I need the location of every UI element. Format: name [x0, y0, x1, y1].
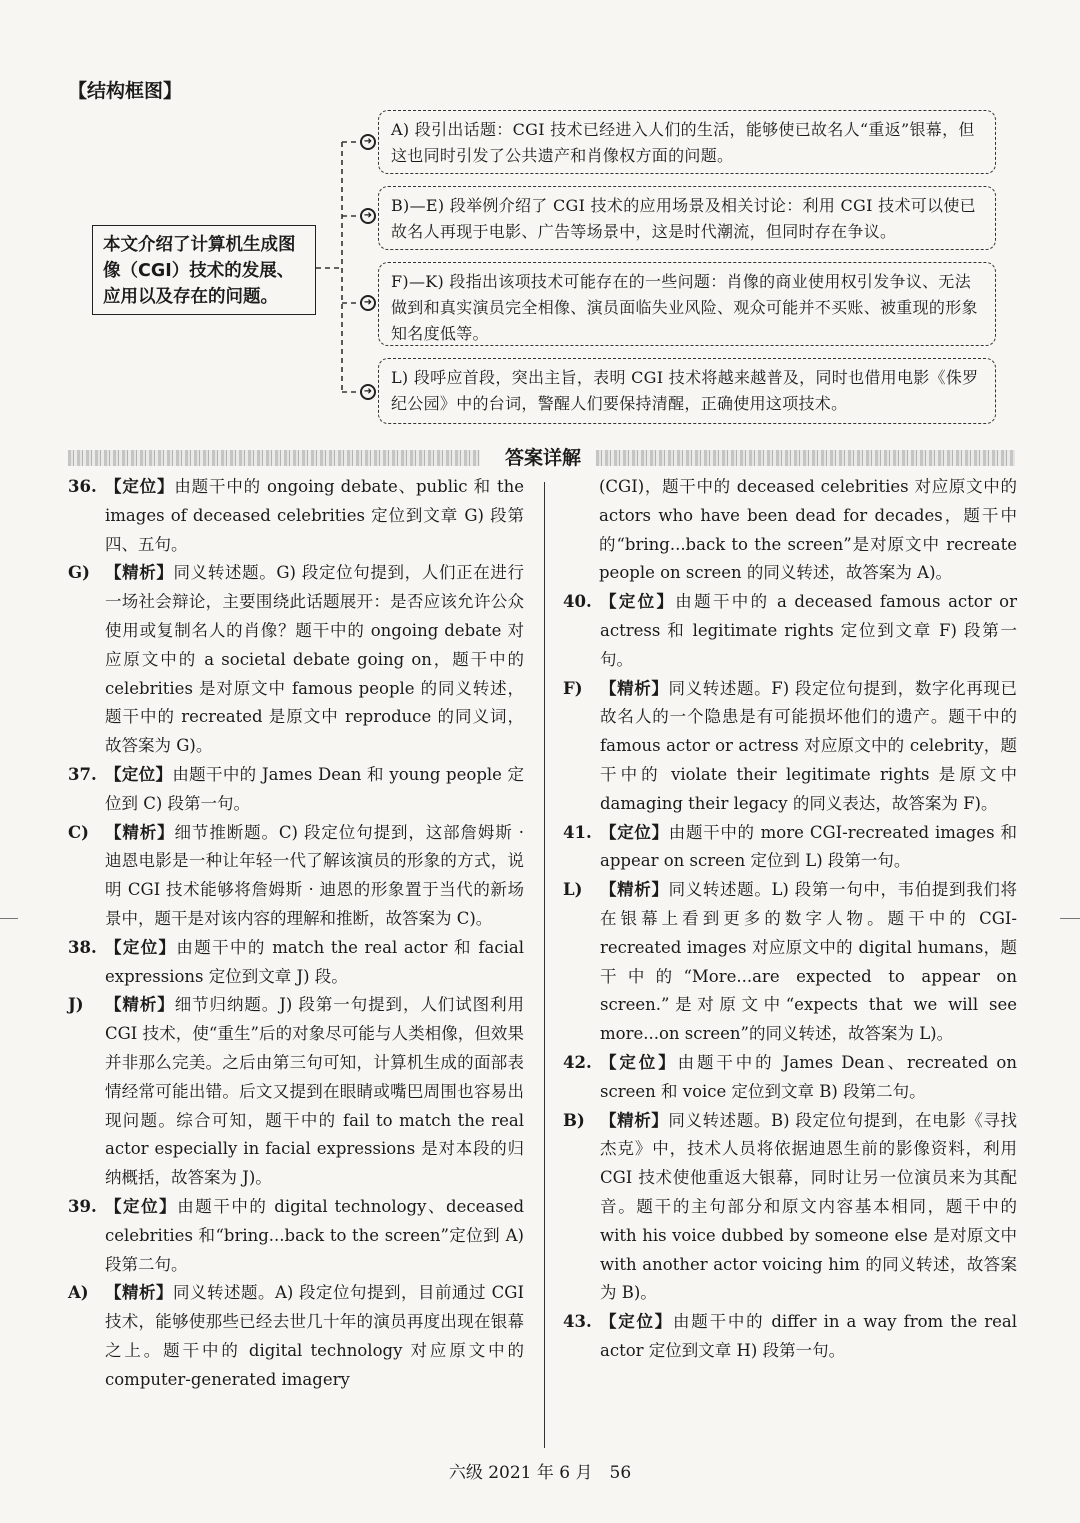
entry-number: A): [68, 1283, 89, 1303]
entry-tag: 【精析】: [600, 880, 669, 900]
paragraph-box-l: L) 段呼应首段，突出主旨，表明 CGI 技术将越来越普及，同时也借用电影《侏罗纪公园》中的台词，警醒人们要保持清醒，正确使用这项技术。: [378, 358, 996, 424]
entry-text: 由题干中的 ongoing debate、public 和 the images of deceased celebrities 定位到文章 G) 段第四、五句。: [105, 477, 524, 554]
banner-texture-right: [596, 450, 1015, 466]
entry-number: G): [68, 563, 90, 583]
answer-entry: [563, 675, 1017, 819]
entry-text: 同义转述题。L) 段第一句中，韦伯提到我们将在银幕上看到更多的数字人物。题干中的 CGI-recreated images 对应原文中的 digital humans，题干中的“More...are expected to appear on screen.”是对原文中“expects that we will see more...on screen”的同义转述，故答案为 L)。: [600, 880, 1018, 1044]
answer-entry: [68, 991, 524, 1193]
left-column: [68, 473, 524, 1395]
answer-entry: [563, 588, 1017, 674]
crop-mark-left: [0, 918, 18, 919]
answer-entry: [68, 934, 524, 992]
answer-entry: [68, 761, 524, 819]
entry-tag: 【定位】: [105, 937, 177, 957]
entry-text: 由题干中的 James Dean、recreated on screen 和 voice 定位到文章 B) 段第二句。: [600, 1052, 1017, 1101]
entry-number: 40.: [563, 592, 592, 612]
entry-text: 同义转述题。A) 段定位句提到，目前通过 CGI 技术，能够使那些已经去世几十年的演员再度出现在银幕之上。题干中的 digital technology 对应原文中的 computer-generated imagery: [105, 1283, 525, 1389]
banner-title: 答案详解: [504, 447, 581, 469]
paragraph-box-f: F)—K) 段指出该项技术可能存在的一些问题：肖像的商业使用权引发争议、无法做到和真实演员完全相像、演员面临失业风险、观众可能并不买账、被重现的形象知名度低等。: [378, 262, 996, 346]
paragraph-box-a: A) 段引出话题：CGI 技术已经进入人们的生活，能够使已故名人“重返”银幕，但这也同时引发了公共遗产和肖像权方面的问题。: [378, 110, 996, 174]
entry-text: 细节推断题。C) 段定位句提到，这部詹姆斯 · 迪恩电影是一种让年轻一代了解该演员的形象的方式，说明 CGI 技术能够将詹姆斯 · 迪恩的形象置于当代的新场景中，题干是对该内容的理解和推断，故答案为 C)。: [105, 822, 525, 928]
entry-text: 由题干中的 James Dean 和 young people 定位到 C) 段第一句。: [105, 764, 524, 813]
answer-entry: [68, 559, 524, 761]
page-footer: 六级 2021 年 6 月 56: [448, 1463, 632, 1483]
arrow-icon: ➜: [360, 295, 376, 311]
entry-text: 由题干中的 more CGI-recreated images 和 appear on screen 定位到 L) 段第一句。: [600, 822, 1017, 871]
entry-tag: 【精析】: [600, 678, 669, 698]
entry-text: 同义转述题。F) 段定位句提到，数字化再现已故名人的一个隐患是有可能损坏他们的遗产。题干中的 famous actor or actress 对应原文中的 celebrity，题干中的 violate their legitimate rights 是原文中 damaging their legacy 的同义表达，故答案为 F)。: [600, 678, 1017, 813]
entry-tag: 【定位】: [600, 822, 669, 842]
entry-text: 同义转述题。G) 段定位句提到，人们正在进行一场社会辩论，主要围绕此话题展开：是否应该允许公众使用或复制名人的肖像？题干中的 ongoing debate 对应原文中的 a societal debate going on，题干中的 celebrities 是对原文中 famous people 的同义转述，题干中的 recreated 是原文中 reproduce 的同义词，故答案为 G)。: [105, 563, 524, 756]
entry-text: 同义转述题。B) 段定位句提到，在电影《寻找杰克》中，技术人员将依据迪恩生前的影像资料，利用 CGI 技术使他重返大银幕，同时让另一位演员来为其配音。题干的主句部分和原文内容基本相同，题干中的 with his voice dubbed by someone else 是对原文中 with another actor voicing him 的同义转述，故答案为 B)。: [600, 1110, 1018, 1303]
summary-box: 本文介绍了计算机生成图像（CGI）技术的发展、应用以及存在的问题。: [92, 225, 316, 315]
paragraph-box-b: B)—E) 段举例介绍了 CGI 技术的应用场景及相关讨论：利用 CGI 技术可以使已故名人再现于电影、广告等场景中，这是时代潮流，但同时存在争议。: [378, 186, 996, 250]
entry-tag: 【定位】: [600, 1052, 678, 1072]
entry-tag: 【精析】: [105, 995, 175, 1015]
answer-entry: [563, 1049, 1017, 1107]
answer-entry: [68, 473, 524, 559]
arrow-icon: ➜: [360, 208, 376, 224]
column-divider: [544, 482, 545, 1448]
entry-tag: 【精析】: [105, 822, 175, 842]
answer-entry: [68, 1279, 524, 1394]
entry-text: 由题干中的 match the real actor 和 facial expressions 定位到文章 J) 段。: [105, 937, 524, 986]
entry-number: F): [563, 678, 583, 698]
entry-tag: 【定位】: [105, 1196, 178, 1216]
answer-entry: [68, 819, 524, 934]
entry-number: 38.: [68, 937, 97, 957]
answer-banner: [68, 445, 1015, 471]
arrow-icon: ➜: [360, 134, 376, 150]
entry-number: 36.: [68, 477, 97, 496]
arrow-icon: ➜: [360, 384, 376, 400]
entry-text: 由题干中的 a deceased famous actor or actress 和 legitimate rights 定位到文章 F) 段第一句。: [600, 592, 1018, 669]
entry-number: L): [563, 880, 583, 900]
structure-heading: 【结构框图】: [68, 80, 183, 102]
entry-number: J): [68, 995, 84, 1015]
entry-tag: 【精析】: [105, 563, 174, 583]
entry-number: 41.: [563, 822, 592, 842]
entry-text: (CGI)，题干中的 deceased celebrities 对应原文中的 actors who have been dead for decades，题干中的“bring...back to the screen”是对原文中 recreate people on screen 的同义转述，故答案为 A)。: [599, 477, 1017, 583]
entry-tag: 【定位】: [600, 1312, 674, 1332]
entry-tag: 【定位】: [105, 477, 175, 496]
entry-number: 43.: [563, 1312, 592, 1332]
answer-entry: [68, 1193, 524, 1279]
entry-number: C): [68, 822, 89, 842]
banner-texture-left: [68, 450, 480, 466]
entry-text: 细节归纳题。J) 段第一句提到，人们试图利用 CGI 技术，使“重生”后的对象尽可能与人类相像，但效果并非那么完美。之后由第三句可知，计算机生成的面部表情经常可能出错。后文又提到在眼睛或嘴巴周围也容易出现问题。综合可知，题干中的 fail to match the real actor especially in facial expressions 是对本段的归纳概括，故答案为 J)。: [105, 995, 524, 1188]
entry-text: 由题干中的 differ in a way from the real actor 定位到文章 H) 段第一句。: [600, 1312, 1017, 1360]
right-column: [563, 473, 1017, 1366]
answer-entry: [563, 819, 1017, 877]
entry-tag: 【定位】: [600, 592, 676, 612]
entry-tag: 【定位】: [105, 764, 173, 784]
entry-number: 42.: [563, 1052, 592, 1072]
entry-number: 39.: [68, 1196, 97, 1216]
answer-entry-continued: [563, 473, 1017, 588]
entry-number: 37.: [68, 764, 97, 784]
answer-entry: [563, 1107, 1017, 1309]
entry-text: 由题干中的 digital technology、deceased celebrities 和“bring...back to the screen”定位到 A) 段第二句。: [105, 1196, 525, 1274]
answer-entry: [563, 876, 1017, 1049]
crop-mark-right: [1060, 918, 1080, 919]
answer-entry: [563, 1308, 1017, 1366]
entry-tag: 【精析】: [105, 1283, 173, 1303]
entry-tag: 【精析】: [600, 1110, 669, 1130]
entry-number: B): [563, 1110, 585, 1130]
